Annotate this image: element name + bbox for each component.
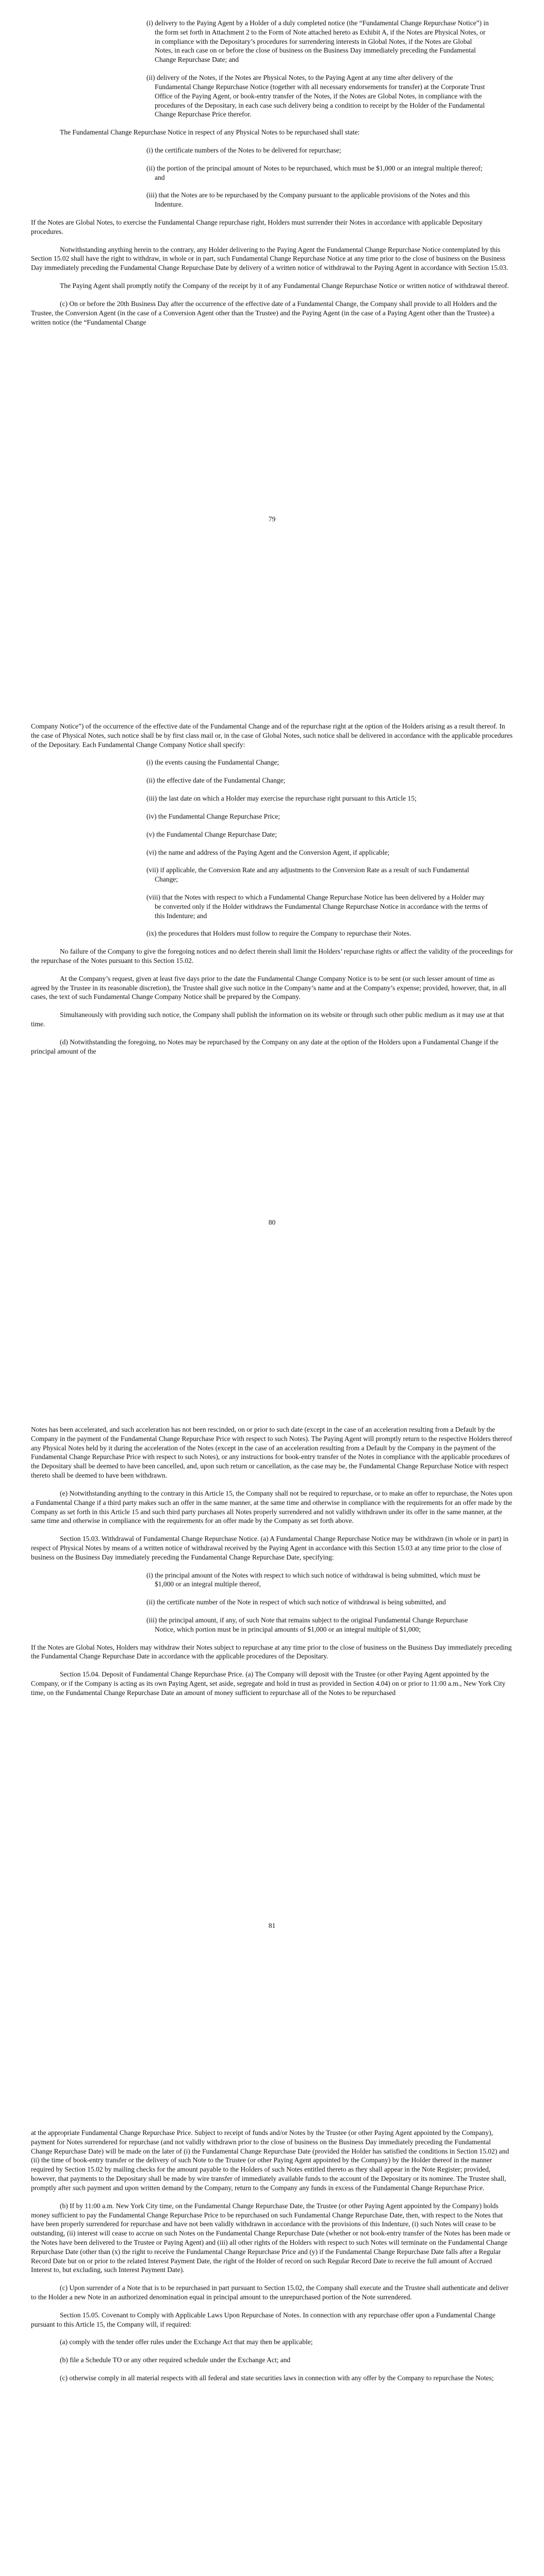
page-82 xyxy=(0,2110,544,2576)
list-item: (iv) the Fundamental Change Repurchase Price; xyxy=(146,812,281,820)
list-item: (i) delivery to the Paying Agent by a Holder of a duly completed notice (the “Fundamental Change Repurchase Notice”) in the form set forth in Attachment 2 to the Form of Note attached hereto as Exhibit A, if the Notes are Physical Notes, or in compliance with the Depositary’s procedures for surrendering interests in Global Notes, if the Notes are Global Notes, in each case on or before the close of business on the Business Day immediately preceding the Fundamental Change Repurchase Date; and xyxy=(146,19,489,64)
page-81 xyxy=(0,1406,544,2110)
paragraph: Simultaneously with providing such notice, the Company shall publish the information on its website or through such other public medium as it may use at that time. xyxy=(31,1011,504,1028)
paragraph: Section 15.03. Withdrawal of Fundamental Change Repurchase Notice. (a) A Fundamental Change Repurchase Notice may be withdrawn (in whole or in part) in respect of Physical Notes by means of a written notice of withdrawal received by the Paying Agent in accordance with this Section 15.03 at any time prior to the close of business on the Business Day immediately preceding the Fundamental Change Repurchase Date, specifying: xyxy=(31,1535,509,1561)
list-item: (iii) the last date on which a Holder may exercise the repurchase right pursuant to this Article 15; xyxy=(146,794,417,803)
paragraph: If the Notes are Global Notes, to exercise the Fundamental Change repurchase right, Holders must surrender their Notes in accordance with applicable Depositary procedures. xyxy=(31,218,483,235)
list-item: (ii) the certificate number of the Note in respect of which such notice of withdrawal is being submitted, and xyxy=(146,1598,446,1606)
paragraph: Section 15.04. Deposit of Fundamental Change Repurchase Price. (a) The Company will deposit with the Trustee (or other Paying Agent appointed by the Company, or if the Company is acting as its own Paying Agent, set aside, segregate and hold in trust as provided in Section 4.04) on or prior to 11:00 a.m., New York City time, on the Fundamental Change Repurchase Date an amount of money sufficient to repurchase all of the Notes to be repurchased xyxy=(31,1670,506,1697)
paragraph: If the Notes are Global Notes, Holders may withdraw their Notes subject to repurchase at any time prior to the close of business on the Business Day immediately preceding the Fundamental Change Repurchase Date in accordance with the applicable procedures of the Depositary. xyxy=(31,1643,512,1660)
page-79 xyxy=(0,0,544,703)
paragraph: (a) comply with the tender offer rules under the Exchange Act that may then be applicable; xyxy=(60,2338,313,2346)
paragraph: Section 15.05. Covenant to Comply with Applicable Laws Upon Repurchase of Notes. In connection with any repurchase offer upon a Fundamental Change pursuant to this Article 15, the Company will, if required: xyxy=(31,2311,496,2328)
list-item: (ii) the effective date of the Fundamental Change; xyxy=(146,776,286,785)
list-item: (vii) if applicable, the Conversion Rate and any adjustments to the Conversion Rate as a result of such Fundamental Change; xyxy=(146,866,469,884)
paragraph: Notes has been accelerated, and such acceleration has not been rescinded, on or prior to such date (except in the case of an acceleration resulting from a Default by the Company in the payment of the Fundamental Change Repurchase Price with respect to such Notes). The Paying Agent will promptly return to the respective Holders thereof any Physical Notes held by it during the acceleration of the Notes (except in the case of an acceleration resulting from a Default by the Company in the payment of the Fundamental Change Repurchase Price with respect to such Notes), or any instructions for book-entry transfer of the Notes in compliance with the applicable procedures of the Depositary shall be deemed to have been cancelled, and, upon such return or cancellation, as the case may be, the Fundamental Change Repurchase Notice with respect thereto shall be deemed to have been withdrawn. xyxy=(31,1426,513,1480)
list-item: (v) the Fundamental Change Repurchase Date; xyxy=(146,830,277,838)
paragraph: No failure of the Company to give the foregoing notices and no defect therein shall limit the Holders’ repurchase rights or affect the validity of the proceedings for the repurchase of the Notes pursuant to this Section 15.02. xyxy=(31,947,513,964)
paragraph: (c) Upon surrender of a Note that is to be repurchased in part pursuant to Section 15.02, the Company shall execute and the Trustee shall authenticate and deliver to the Holder a new Note in an authorized denomination equal in principal amount to the unrepurchased portion of the Note surrendered. xyxy=(31,2284,509,2301)
list-item: (ix) the procedures that Holders must follow to require the Company to repurchase their Notes. xyxy=(146,929,411,938)
page-80 xyxy=(0,703,544,1406)
list-item: (viii) that the Notes with respect to which a Fundamental Change Repurchase Notice has been delivered by a Holder may be converted only if the Holder withdraws the Fundamental Change Repurchase Notice in accordance with the terms of this Indenture; and xyxy=(146,893,488,920)
list-item: (i) the certificate numbers of the Notes to be delivered for repurchase; xyxy=(146,146,341,154)
list-item: (vi) the name and address of the Paying Agent and the Conversion Agent, if applicable; xyxy=(146,848,390,856)
page-number: 81 xyxy=(268,1922,276,1929)
list-item: (iii) the principal amount, if any, of such Note that remains subject to the original Fundamental Change Repurchase Notice, which portion must be in principal amounts of $1,000 or an integral multiple of $1,000; xyxy=(146,1616,468,1633)
paragraph: (b) If by 11:00 a.m. New York City time, on the Fundamental Change Repurchase Date, the Trustee (or other Paying Agent appointed by the Company) holds money sufficient to pay the Fundamental Change Repurchase Price to be repurchased on such Fundamental Change Repurchase Date, then, with respect to the Notes that have been properly surrendered for repurchase and have not been validly withdrawn in accordance with the provisions of this Indenture, (i) such Notes will cease to be outstanding, (ii) interest will cease to accrue on such Notes on the Fundamental Change Repurchase Date (whether or not book-entry transfer of the Notes has been made or the Notes have been delivered to the Trustee or Paying Agent) and (iii) all other rights of the Holders with respect to such Notes will terminate on the Fundamental Change Repurchase Date (other than (x) the right to receive the Fundamental Change Repurchase Price and (y) if the Fundamental Change Repurchase Date falls after a Regular Record Date but on or prior to the related Interest Payment Date, the right of the Holder of record on such Regular Record Date to receive the full amount of Accrued Interest to, but excluding, such Interest Payment Date). xyxy=(31,2201,510,2274)
list-item: (i) the principal amount of the Notes with respect to which such notice of withdrawal is being submitted, which must be $1,000 or an integral multiple thereof, xyxy=(146,1571,481,1588)
list-item: (ii) the portion of the principal amount of Notes to be repurchased, which must be $1,000 or an integral multiple thereof; and xyxy=(146,164,483,181)
paragraph: (c) On or before the 20th Business Day after the occurrence of the effective date of a Fundamental Change, the Company shall provide to all Holders and the Trustee, the Conversion Agent (in the case of a Conversion Agent other than the Trustee) and the Paying Agent (in the case of a Paying Agent other than the Trustee) a written notice (the “Fundamental Change xyxy=(31,299,497,326)
paragraph: The Paying Agent shall promptly notify the Company of the receipt by it of any Fundamental Change Repurchase Notice or written notice of withdrawal thereof. xyxy=(60,282,509,290)
paragraph: (e) Notwithstanding anything to the contrary in this Article 15, the Company shall not be required to repurchase, or to make an offer to repurchase, the Notes upon a Fundamental Change if a third party makes such an offer in the same manner, at the same time and otherwise in compliance with the requirements for an offer made by the Company as set forth in this Article 15 and such third party purchases all Notes properly surrendered and not validly withdrawn under its offer in the same manner, at the same time and otherwise in compliance with the requirements for an offer made by the Company as set forth above. xyxy=(31,1489,513,1525)
paragraph: The Fundamental Change Repurchase Notice in respect of any Physical Notes to be repurchased shall state: xyxy=(60,128,360,137)
paragraph: (c) otherwise comply in all material respects with all federal and state securities laws in connection with any offer by the Company to repurchase the Notes; xyxy=(60,2374,494,2382)
list-item: (i) the events causing the Fundamental Change; xyxy=(146,758,279,767)
page-number: 79 xyxy=(268,515,276,523)
list-item: (iii) that the Notes are to be repurchased by the Company pursuant to the applicable provisions of the Notes and this Indenture. xyxy=(146,191,470,209)
paragraph: At the Company’s request, given at least five days prior to the date the Fundamental Change Company Notice is to be sent (or such lesser amount of time as agreed by the Trustee in its reasonable discretion), the Trustee shall give such notice in the Company’s name and at the Company’s expense; provided, however, that, in all cases, the text of such Fundamental Change Company Notice shall be prepared by the Company. xyxy=(31,974,507,1001)
paragraph: Notwithstanding anything herein to the contrary, any Holder delivering to the Paying Agent the Fundamental Change Repurchase Notice contemplated by this Section 15.02 shall have the right to withdraw, in whole or in part, such Fundamental Change Repurchase Notice at any time prior to the close of business on the Business Day immediately preceding the Fundamental Change Repurchase Date by delivery of a written notice of withdrawal to the Paying Agent in accordance with Section 15.03. xyxy=(31,245,508,272)
paragraph: (b) file a Schedule TO or any other required schedule under the Exchange Act; and xyxy=(60,2356,291,2364)
page-number: 80 xyxy=(268,1218,276,1226)
list-item: (ii) delivery of the Notes, if the Notes are Physical Notes, to the Paying Agent at any time after delivery of the Fundamental Change Repurchase Notice (together with all necessary endorsements for transfer) at the Corporate Trust Office of the Paying Agent, or book-entry transfer of the Notes, if the Notes are Global Notes, in compliance with the procedures of the Depositary, in each case such delivery being a condition to receipt by the Holder of the Fundamental Change Repurchase Price therefor. xyxy=(146,74,485,118)
paragraph: (d) Notwithstanding the foregoing, no Notes may be repurchased by the Company on any date at the option of the Holders upon a Fundamental Change if the principal amount of the xyxy=(31,1038,499,1055)
paragraph: at the appropriate Fundamental Change Repurchase Price. Subject to receipt of funds and/or Notes by the Trustee (or other Paying Agent appointed by the Company), payment for Notes surrendered for repurchase (and not validly withdrawn prior to the close of business on the Business Day immediately preceding the Fundamental Change Repurchase Date) will be made on the later of (i) the Fundamental Change Repurchase Date (provided the Holder has satisfied the conditions in Section 15.02) and (ii) the time of book-entry transfer or the delivery of such Note to the Trustee (or other Paying Agent appointed by the Company) by the Holder thereof in the manner required by Section 15.02 by mailing checks for the amount payable to the Holders of such Notes entitled thereto as they shall appear in the Note Register; provided, however, that payments to the Depositary shall be made by wire transfer of immediately available funds to the account of the Depositary or its nominee. The Trustee shall, promptly after such payment and upon written demand by the Company, return to the Company any funds in excess of the Fundamental Change Repurchase Price. xyxy=(31,2129,509,2192)
paragraph: Company Notice”) of the occurrence of the effective date of the Fundamental Change and of the repurchase right at the option of the Holders arising as a result thereof. In the case of Physical Notes, such notice shall be by first class mail or, in the case of Global Notes, such notice shall be delivered in accordance with the applicable procedures of the Depositary. Each Fundamental Change Company Notice shall specify: xyxy=(31,722,513,749)
